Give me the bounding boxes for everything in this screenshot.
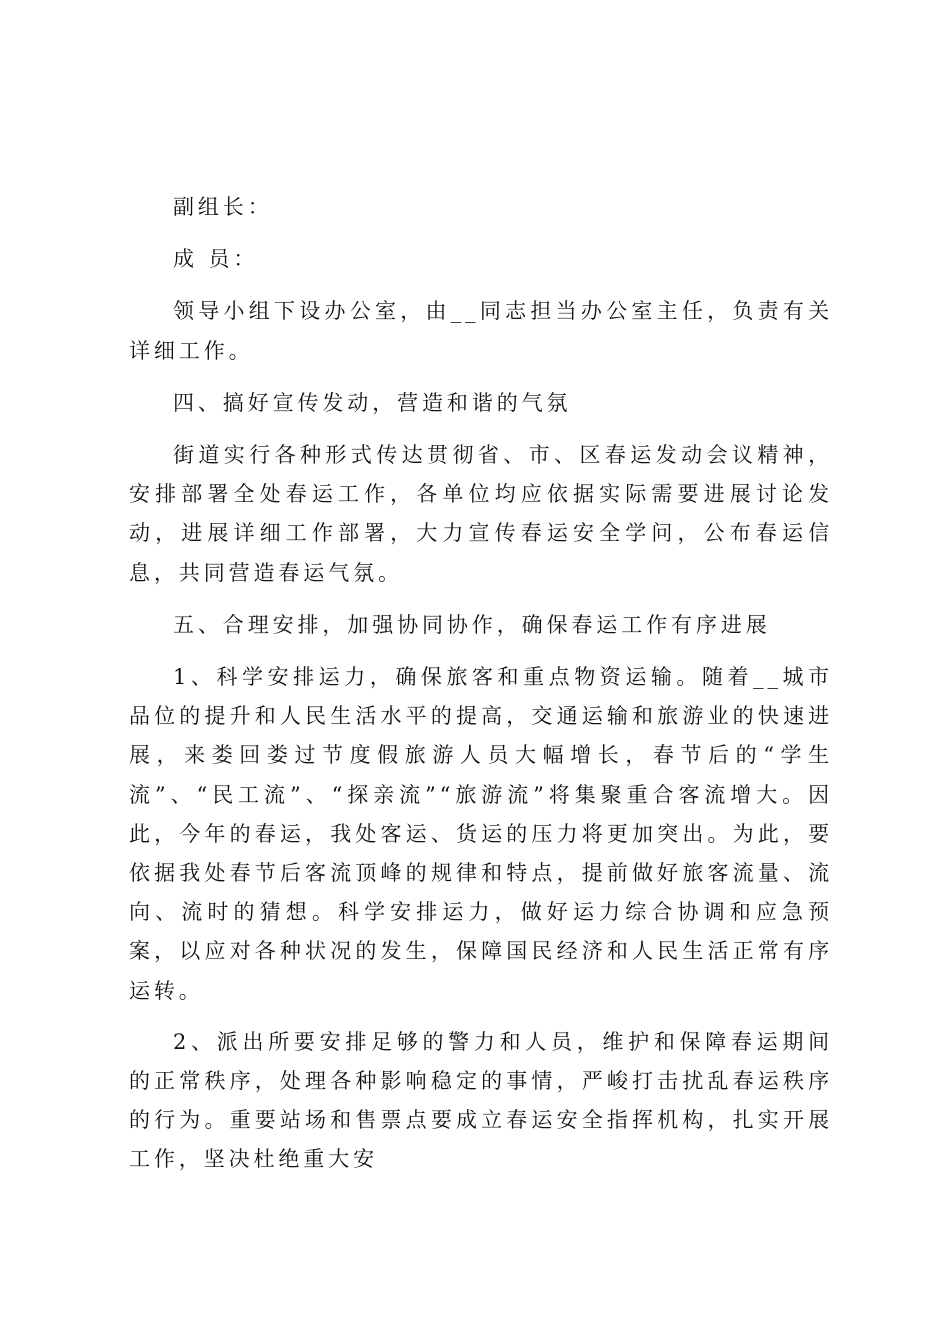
section-heading-4: 四、搞好宣传发动，营造和谐的气氛 [173, 390, 572, 415]
document-body [129, 188, 833, 1193]
members-line: 成 员： [173, 247, 259, 272]
publicity-paragraph: 街道实行各种形式传达贯彻省、市、区春运发动会议精神，安排部署全处春运工作，各单位均应依据实际需要进展讨论发动，进展详细工作部署，大力宣传春运安全学问，公布春运信息，共同营造春运气氛。 [129, 443, 833, 585]
office-paragraph: 领导小组下设办公室，由__同志担当办公室主任，负责有关详细工作。 [129, 299, 833, 363]
section-heading-5: 五、合理安排，加强协同协作，确保春运工作有序进展 [173, 612, 771, 637]
item-1-paragraph: 1、科学安排运力，确保旅客和重点物资运输。随着__城市品位的提升和人民生活水平的提高，交通运输和旅游业的快速进展，来娄回娄过节度假旅游人员大幅增长，春节后的“学生流”、“民工流”、“探亲流”“旅游流”将集聚重合客流增大。因此，今年的春运，我处客运、货运的压力将更加突出。为此，要依据我处春节后客流顶峰的规律和特点，提前做好旅客流量、流向、流时的猜想。科学安排运力，做好运力综合协调和应急预案，以应对各种状况的发生，保障国民经济和人民生活正常有序运转。 [129, 665, 833, 1003]
item-2-paragraph: 2、派出所要安排足够的警力和人员，维护和保障春运期间的正常秩序，处理各种影响稳定的事情，严峻打击扰乱春运秩序的行为。重要站场和售票点要成立春运安全指挥机构，扎实开展工作，坚决杜绝重大安 [129, 1029, 833, 1172]
deputy-leader-line: 副组长： [173, 195, 273, 219]
